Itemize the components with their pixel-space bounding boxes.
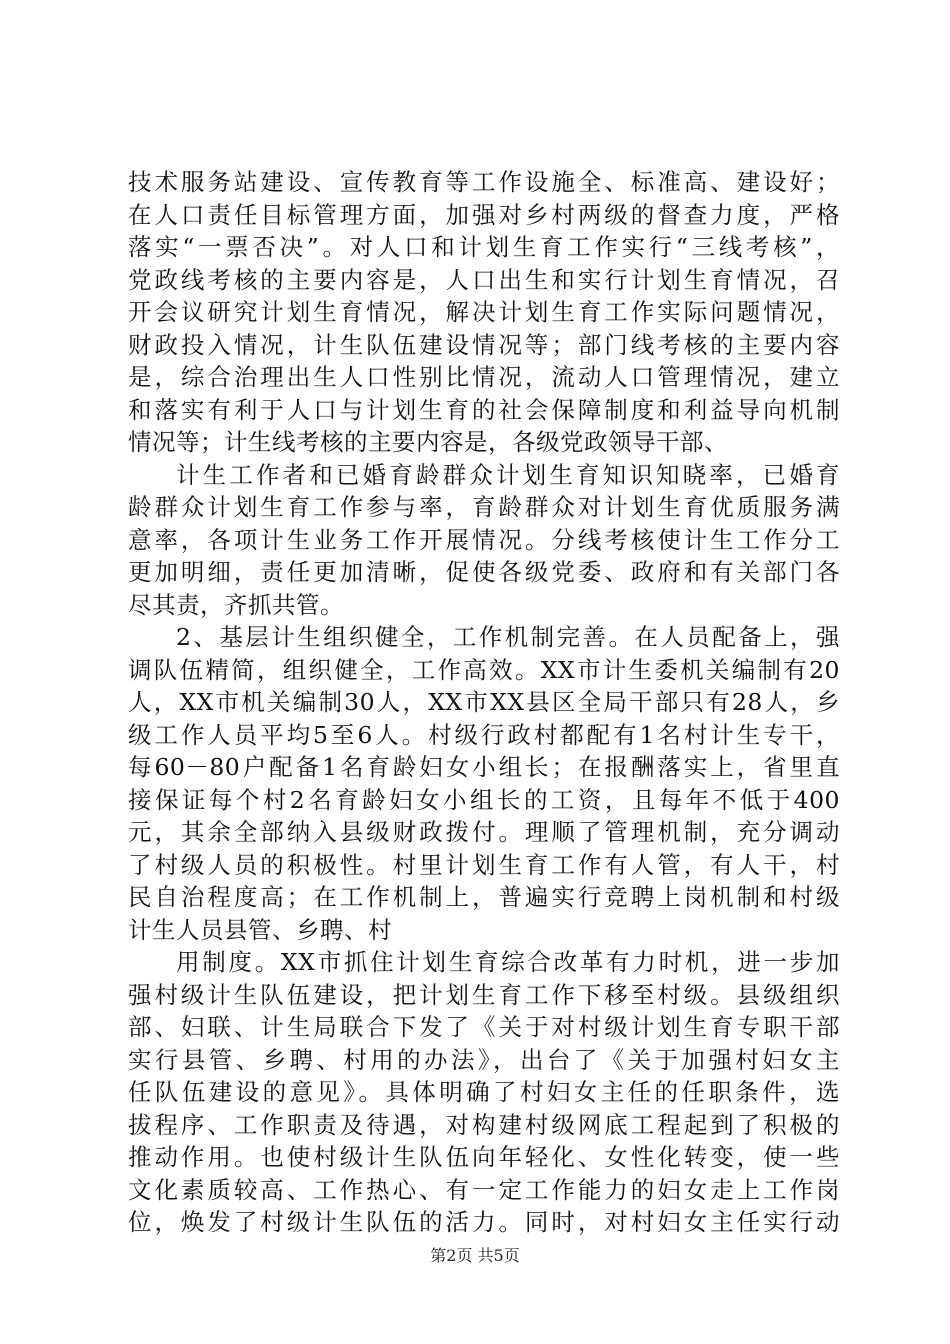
- text-line: 接保证每个村2名育龄妇女小组长的工资，且每年不低于400: [128, 785, 840, 814]
- text-line: 计生人员县管、乡聘、村: [128, 915, 392, 944]
- text-line: 用制度。XX市抓住计划生育综合改革有力时机，进一步加: [176, 948, 840, 976]
- paragraph: [128, 459, 840, 622]
- page-footer: 第2页 共5页: [430, 1246, 520, 1265]
- text-line: 了村级人员的积极性。村里计划生育工作有人管，有人干，村: [128, 850, 840, 879]
- text-line: 元，其余全部纳入县级财政拨付。理顺了管理机制，充分调动: [128, 818, 840, 846]
- text-line: 部、妇联、计生局联合下发了《关于对村级计划生育专职干部: [128, 1013, 840, 1041]
- text-line: 落实“一票否决”。对人口和计划生育工作实行“三线考核”，: [128, 233, 840, 261]
- text-line: 财政投入情况，计生队伍建设情况等；部门线考核的主要内容: [128, 330, 840, 359]
- text-line: 计生工作者和已婚育龄群众计划生育知识知晓率，已婚育: [176, 460, 840, 489]
- text-line: 强村级计生队伍建设，把计划生育工作下移至村级。县级组织: [128, 980, 840, 1009]
- text-line: 情况等；计生线考核的主要内容是，各级党政领导干部、: [128, 428, 728, 456]
- text-line: 人，XX市机关编制30人，XX市XX县区全局干部只有28人，乡: [128, 688, 840, 716]
- text-line: 位，焕发了村级计生队伍的活力。同时，对村妇女主任实行动: [128, 1208, 840, 1236]
- text-line: 开会议研究计划生育情况，解决计划生育工作实际问题情况，: [128, 298, 840, 326]
- text-line: 技术服务站建设、宣传教育等工作设施全、标准高、建设好；: [128, 168, 840, 196]
- text-line: 任队伍建设的意见》。具体明确了村妇女主任的任职条件，选: [128, 1078, 840, 1106]
- text-line: 和落实有利于人口与计划生育的社会保障制度和利益导向机制: [128, 395, 840, 424]
- text-line: 尽其责，齐抓共管。: [128, 590, 344, 619]
- text-line: 每60－80户配备1名育龄妇女小组长；在报酬落实上，省里直: [128, 753, 840, 781]
- text-line: 调队伍精简，组织健全，工作高效。XX市计生委机关编制有20: [128, 655, 840, 684]
- paragraph: [128, 946, 840, 1239]
- text-line: 更加明细，责任更加清晰，促使各级党委、政府和有关部门各: [128, 558, 840, 586]
- paragraph: [128, 621, 840, 946]
- text-line: 级工作人员平均5至6人。村级行政村都配有1名村计生专干，: [128, 720, 840, 749]
- text-line: 推动作用。也使村级计生队伍向年轻化、女性化转变，使一些: [128, 1143, 840, 1171]
- text-line: 实行县管、乡聘、村用的办法》，出台了《关于加强村妇女主: [128, 1045, 840, 1074]
- text-line: 意率，各项计生业务工作开展情况。分线考核使计生工作分工: [128, 525, 840, 554]
- text-line: 党政线考核的主要内容是，人口出生和实行计划生育情况，召: [128, 265, 840, 294]
- text-line: 龄群众计划生育工作参与率，育龄群众对计划生育优质服务满: [128, 493, 840, 521]
- text-line: 是，综合治理出生人口性别比情况，流动人口管理情况，建立: [128, 363, 840, 391]
- paragraph: [128, 166, 840, 459]
- text-line: 在人口责任目标管理方面，加强对乡村两级的督查力度，严格: [128, 200, 840, 229]
- text-line: 民自治程度高；在工作机制上，普遍实行竞聘上岗机制和村级: [128, 883, 840, 911]
- text-line: 拔程序、工作职责及待遇，对构建村级网底工程起到了积极的: [128, 1110, 840, 1139]
- text-line: 2、基层计生组织健全，工作机制完善。在人员配备上，强: [176, 623, 840, 651]
- text-line: 文化素质较高、工作热心、有一定工作能力的妇女走上工作岗: [128, 1175, 840, 1204]
- document-body: [128, 166, 840, 1239]
